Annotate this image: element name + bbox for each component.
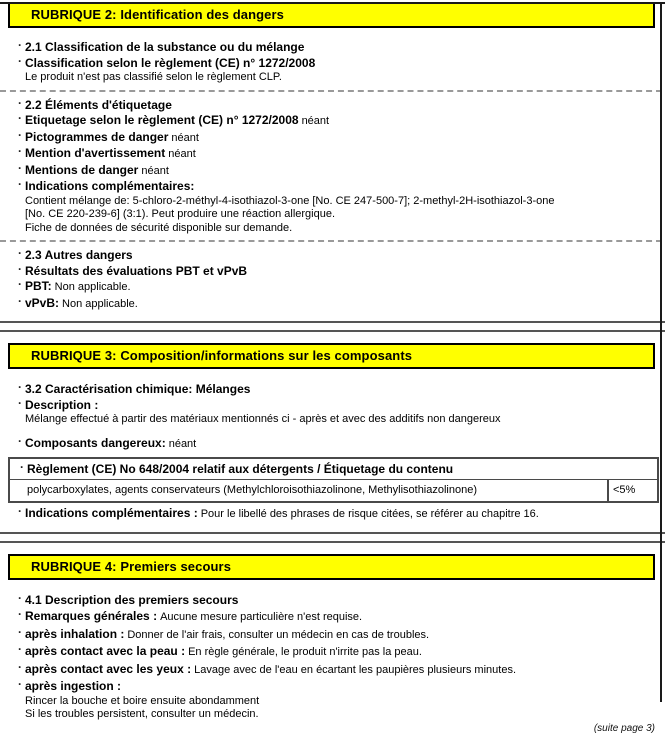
- row-pictogrammes: · Pictogrammes de danger néant: [25, 130, 651, 147]
- double-rule-separator: [0, 532, 665, 543]
- heading-classification-clp: · Classification selon le règlement (CE) n° 1272/2008: [25, 56, 651, 72]
- section-title: RUBRIQUE 4: Premiers secours: [31, 558, 232, 574]
- row-apres-contact-yeux: · après contact avec les yeux : Lavage avec de l'eau en écartant les paupières plusieurs minutes.: [25, 661, 651, 679]
- text-fiche-disponible: Fiche de données de sécurité disponible sur demande.: [25, 221, 293, 234]
- section-2-2-block: [0, 98, 665, 236]
- heading-4-1: · 4.1 Description des premiers secours: [25, 592, 651, 609]
- heading-2-3: · 2.3 Autres dangers: [25, 248, 651, 264]
- page-continuation-note: (suite page 3): [593, 722, 655, 734]
- text-classification-clp: Le produit n'est pas classifié selon le règlement CLP.: [25, 71, 282, 83]
- row-vpvb: · vPvB: Non applicable.: [25, 296, 651, 313]
- heading-apres-ingestion: · après ingestion :: [25, 678, 651, 695]
- text-contient-melange-2: [No. CE 220-239-6] (3:1). Peut produire une réaction allergique.: [25, 208, 336, 220]
- heading-2-1: · 2.1 Classification de la substance ou du mélange: [25, 40, 651, 56]
- section-header-rubrique-3: [8, 343, 655, 369]
- text-contient-melange-1: Contient mélange de: 5-chloro-2-méthyl-4-isothiazol-3-one [No. CE 247-500-7]; 2-methyl-2H-isothiazol-3-one: [25, 194, 555, 207]
- section-title: RUBRIQUE 2: Identification des dangers: [31, 7, 285, 22]
- heading-2-2: · 2.2 Éléments d'étiquetage: [25, 98, 651, 114]
- detergent-regulation-table: [8, 457, 659, 503]
- heading-3-2: · 3.2 Caractérisation chimique: Mélanges: [25, 382, 651, 398]
- row-mention-avertissement: · Mention d'avertissement néant: [25, 146, 651, 163]
- row-etiquetage: · Etiquetage selon le règlement (CE) n° 1272/2008 néant: [25, 113, 651, 130]
- row-mentions-danger: · Mentions de danger néant: [25, 163, 651, 180]
- double-rule-separator: [0, 321, 665, 332]
- text-troubles-persistent: Si les troubles persistent, consulter un médecin.: [25, 708, 259, 720]
- section-2-1-block: [0, 40, 665, 85]
- table-data-row: [10, 480, 657, 501]
- table-cell-percentage: <5%: [607, 480, 657, 501]
- heading-pbt-vpvb: · Résultats des évaluations PBT et vPvB: [25, 264, 651, 280]
- section-title: RUBRIQUE 3: Composition/informations sur les composants: [31, 348, 413, 363]
- section-3-indications-block: [0, 506, 665, 523]
- row-apres-inhalation: · après inhalation : Donner de l'air frais, consulter un médecin en cas de troubles.: [25, 626, 651, 644]
- section-2-3-block: [0, 248, 665, 312]
- section-3-2-block: [0, 382, 665, 452]
- dashed-separator: [0, 240, 662, 242]
- row-remarques-generales: · Remarques générales : Aucune mesure particulière n'est requise.: [25, 608, 651, 626]
- row-pbt: · PBT: Non applicable.: [25, 279, 651, 296]
- table-header-row: · Règlement (CE) No 648/2004 relatif aux détergents / Étiquetage du contenu: [10, 459, 657, 480]
- text-description: Mélange effectué à partir des matériaux mentionnés ci - après et avec des additifs non dangereux: [25, 413, 501, 425]
- section-header-rubrique-4: [8, 554, 655, 580]
- sds-document-page: [0, 2, 665, 734]
- section-4-1-block: [0, 592, 665, 722]
- row-indications-chapitre-16: · Indications complémentaires : Pour le libellé des phrases de risque citées, se référer au chapitre 16.: [25, 506, 651, 523]
- dashed-separator: [0, 90, 662, 92]
- heading-indications-complementaires: · Indications complémentaires:: [25, 179, 651, 195]
- table-cell-substances: polycarboxylates, agents conservateurs (Methylchloroisothiazolinone, Methylisothiazolinone): [27, 484, 478, 496]
- section-header-rubrique-2: [8, 2, 655, 28]
- heading-description: · Description :: [25, 398, 651, 414]
- row-composants-dangereux: · Composants dangereux: néant: [25, 436, 651, 453]
- page-right-rule: [660, 2, 662, 702]
- text-rincer-bouche: Rincer la bouche et boire ensuite abondamment: [25, 694, 260, 707]
- row-apres-contact-peau: · après contact avec la peau : En règle générale, le produit n'irrite pas la peau.: [25, 643, 651, 661]
- page-top-rule: [0, 2, 665, 4]
